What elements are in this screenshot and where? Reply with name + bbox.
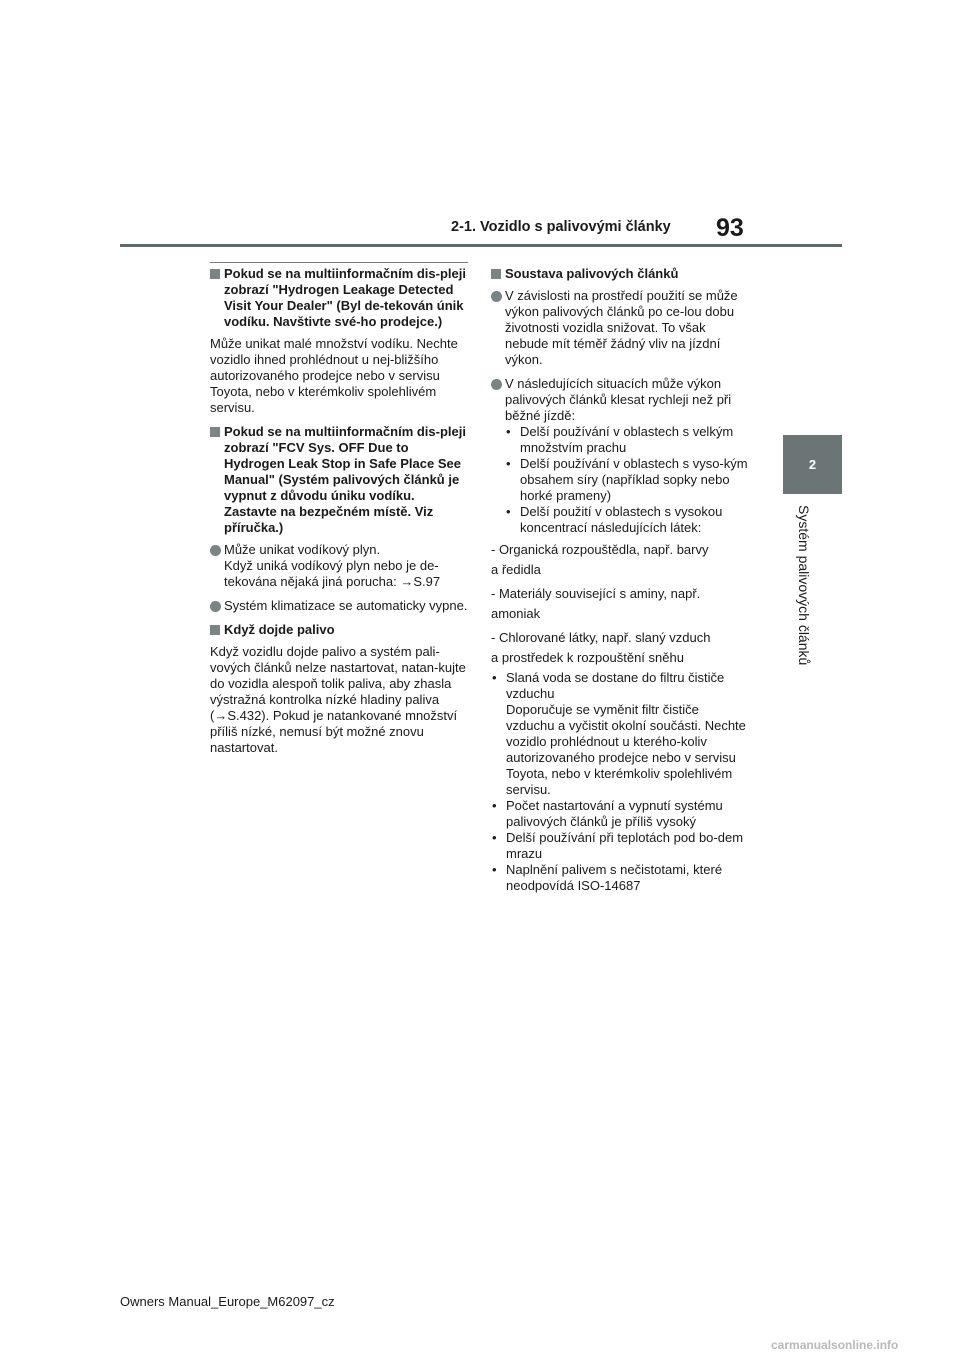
list-item bbox=[491, 798, 749, 830]
list-item-text: Delší používání v oblastech s vyso-kým obsahem síry (například sopky nebo horké prameny) bbox=[520, 456, 748, 503]
column-top-rule bbox=[210, 262, 468, 263]
circle-bullet-icon bbox=[491, 291, 502, 302]
square-bullet-icon bbox=[210, 427, 220, 437]
list-item bbox=[505, 504, 749, 536]
bullet-item bbox=[210, 598, 468, 614]
dash-item-line: - Organická rozpouštědla, např. barvy bbox=[491, 542, 709, 557]
dash-item-line: - Materiály související s aminy, např. bbox=[491, 586, 701, 601]
footer-doc-id: Owners Manual_Europe_M62097_cz bbox=[120, 1294, 335, 1309]
list-item bbox=[491, 670, 749, 798]
paragraph: Když vozidlu dojde palivo a systém pali-vových článků nelze nastartovat, natan-kujte do vozidla alespoň tolik paliva, aby zhasla výstražná kontrolka nízké hladiny paliva (→S.432). Pokud je natankované množství příliš nízké, nemusí být možné znovu nastartovat. bbox=[210, 644, 466, 755]
heading-out-of-fuel bbox=[210, 622, 468, 638]
square-bullet-icon bbox=[210, 625, 220, 635]
dash-item-line: amoniak bbox=[491, 606, 541, 621]
chapter-tab: 2 bbox=[783, 435, 842, 494]
dot-bullet: • bbox=[492, 830, 497, 845]
heading-text: Pokud se na multiinformačním dis-pleji zobrazí "FCV Sys. OFF Due to Hydrogen Leak Stop in Safe Place See Manual" (Systém palivových článků je vypnut z důvodu úniku vodíku. Zastavte na bezpečném místě. Viz příručka.) bbox=[224, 424, 466, 535]
list-item bbox=[505, 424, 749, 456]
right-column bbox=[491, 266, 749, 894]
dash-item bbox=[491, 584, 749, 624]
dash-item-line: - Chlorované látky, např. slaný vzduch bbox=[491, 630, 711, 645]
list-item-text: Delší použití v oblastech s vysokou koncentrací následujících látek: bbox=[520, 504, 723, 535]
list-item-text: Slaná voda se dostane do filtru čističe vzduchu bbox=[506, 670, 725, 701]
bullet-text: Může unikat vodíkový plyn. bbox=[224, 542, 381, 557]
bullet-item bbox=[210, 542, 468, 590]
chapter-title: Systém palivových článků bbox=[796, 505, 812, 666]
heading-text: Soustava palivových článků bbox=[505, 266, 679, 281]
dot-bullet: • bbox=[506, 424, 511, 439]
square-bullet-icon bbox=[210, 269, 220, 279]
heading-fuel-cell-system bbox=[491, 266, 749, 282]
bullet-text: V následujících situacích může výkon palivových článků klesat rychleji než při běžné jízdě: bbox=[505, 376, 732, 423]
heading-fcv-off bbox=[210, 424, 468, 536]
list-item bbox=[505, 456, 749, 504]
bullet-text-cross-reference: Když uniká vodíkový plyn nebo je de-tekována nějaká jiná porucha: →S.97 bbox=[224, 558, 441, 589]
bullet-item bbox=[491, 376, 749, 536]
bullet-text: V závislosti na prostředí použití se může výkon palivových článků po ce-lou dobu životnosti vozidla snižovat. To však nebude mít téměř žádný vliv na jízdní výkon. bbox=[505, 288, 738, 367]
dot-bullet: • bbox=[492, 862, 497, 877]
dot-bullet: • bbox=[506, 504, 511, 519]
dot-bullet: • bbox=[506, 456, 511, 471]
square-bullet-icon bbox=[491, 269, 501, 279]
dot-bullet: • bbox=[492, 670, 497, 685]
circle-bullet-icon bbox=[491, 379, 502, 390]
heading-text: Pokud se na multiinformačním dis-pleji zobrazí "Hydrogen Leakage Detected Visit Your Dealer" (Byl de-tekován únik vodíku. Navštivte své-ho prodejce.) bbox=[224, 266, 466, 329]
dash-item-line: a prostředek k rozpouštění sněhu bbox=[491, 650, 684, 665]
list-item bbox=[491, 830, 749, 862]
dash-item bbox=[491, 628, 749, 668]
list-item-text: Naplnění palivem s nečistotami, které neodpovídá ISO-14687 bbox=[506, 862, 723, 893]
list-item-text: Delší používání při teplotách pod bo-dem mrazu bbox=[506, 830, 744, 861]
dot-bullet: • bbox=[492, 798, 497, 813]
list-item-text: Delší používání v oblastech s velkým množstvím prachu bbox=[520, 424, 734, 455]
dash-item bbox=[491, 540, 749, 580]
heading-hydrogen-leak bbox=[210, 266, 468, 330]
page-number: 93 bbox=[716, 214, 744, 242]
bullet-text: Systém klimatizace se automaticky vypne. bbox=[224, 598, 468, 613]
list-item bbox=[491, 862, 749, 894]
list-item-note: Doporučuje se vyměnit filtr čističe vzduchu a vyčistit okolní součásti. Nechte vozidlo prohlédnout u kterého-koliv autorizovaného prodejce nebo v servisu Toyota, nebo v kterémkoliv spolehlivém servisu. bbox=[506, 702, 746, 797]
section-header: 2-1. Vozidlo s palivovými články bbox=[451, 219, 671, 235]
paragraph: Může unikat malé množství vodíku. Nechte vozidlo ihned prohlédnout u nej-bližšího autorizovaného prodejce nebo v servisu Toyota, nebo v kterémkoliv spolehlivém servisu. bbox=[210, 336, 458, 415]
heading-text: Když dojde palivo bbox=[224, 622, 335, 637]
header-rule bbox=[120, 244, 842, 247]
circle-bullet-icon bbox=[210, 545, 221, 556]
dash-item-line: a ředidla bbox=[491, 562, 541, 577]
bullet-item bbox=[491, 288, 749, 368]
circle-bullet-icon bbox=[210, 601, 221, 612]
left-column bbox=[210, 266, 468, 764]
watermark: carmanualsonline.info bbox=[771, 1338, 899, 1352]
list-item-text: Počet nastartování a vypnutí systému palivových článků je příliš vysoký bbox=[506, 798, 723, 829]
